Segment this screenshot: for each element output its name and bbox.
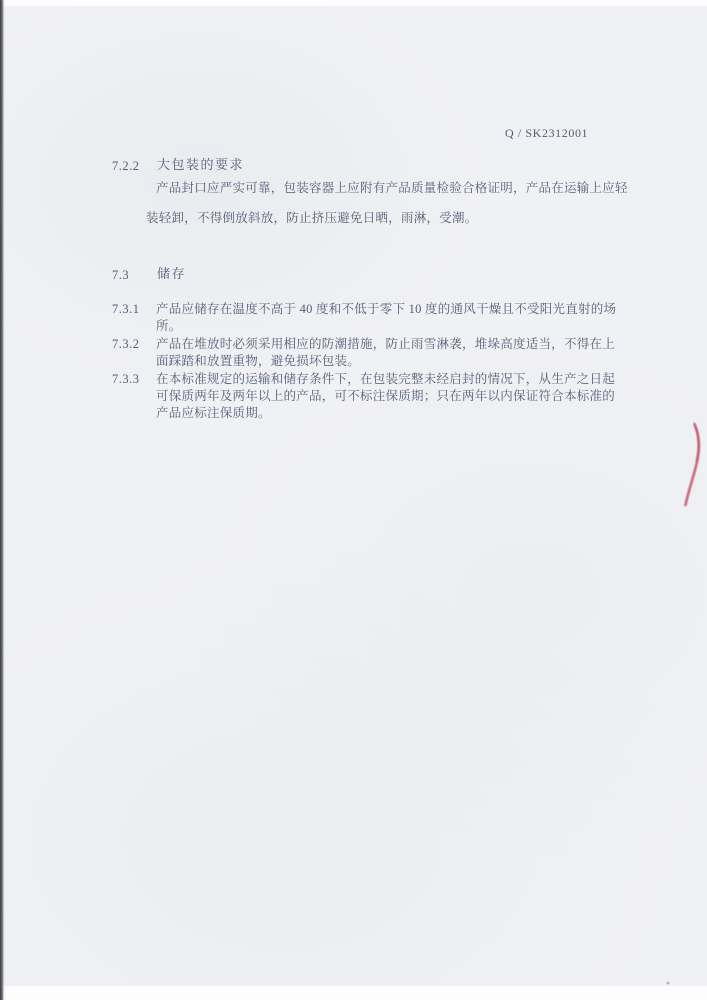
paragraph-line: 产品应储存在温度不高于 40 度和不低于零下 10 度的通风干燥且不受阳光直射的场 bbox=[156, 302, 617, 316]
paragraph-line: 所。 bbox=[156, 319, 182, 333]
paragraph-line: 装轻卸，不得倒放斜放，防止挤压避免日晒，雨淋，受潮。 bbox=[146, 211, 478, 225]
red-pen-mark bbox=[681, 421, 703, 511]
section-number-7-2-2: 7.2.2 bbox=[112, 159, 140, 173]
paragraph-line: 在本标准规定的运输和储存条件下，在包装完整未经启封的情况下，从生产之日起 bbox=[156, 372, 616, 386]
document-code: Q / SK2312001 bbox=[505, 126, 589, 140]
scan-speck bbox=[666, 981, 670, 985]
paragraph-line: 面踩踏和放置重物，避免损坏包装。 bbox=[156, 354, 361, 368]
paragraph-line: 产品应标注保质期。 bbox=[156, 406, 271, 420]
paragraph-line: 产品封口应严实可靠，包装容器上应附有产品质量检验合格证明，产品在运输上应轻 bbox=[156, 181, 628, 195]
paragraph-line: 产品在堆放时必须采用相应的防潮措施，防止雨雪淋袭，堆垛高度适当，不得在上 bbox=[156, 337, 616, 351]
section-number-7-3-3: 7.3.3 bbox=[112, 372, 140, 386]
section-number-7-3: 7.3 bbox=[112, 268, 130, 282]
section-number-7-3-1: 7.3.1 bbox=[112, 302, 140, 316]
section-title-7-2-2: 大包装的要求 bbox=[157, 157, 245, 172]
section-title-7-3: 储存 bbox=[157, 266, 187, 281]
paragraph-line: 可保质两年及两年以上的产品，可不标注保质期；只在两年以内保证符合本标准的 bbox=[156, 389, 616, 403]
section-number-7-3-2: 7.3.2 bbox=[112, 337, 140, 351]
